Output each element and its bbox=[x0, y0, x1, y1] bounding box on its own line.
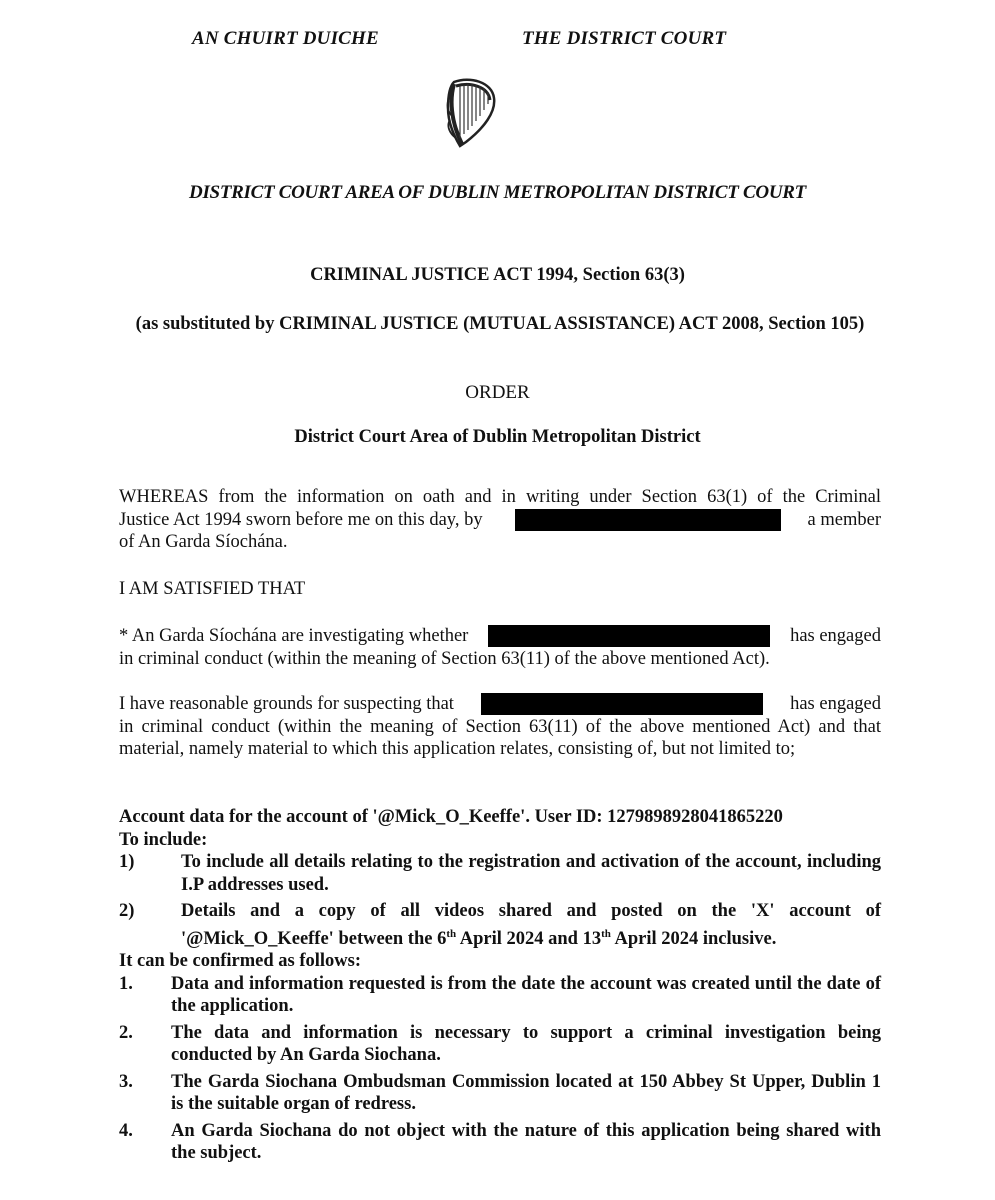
to-include-label: To include: bbox=[119, 829, 208, 850]
confirmation-point bbox=[119, 1120, 881, 1165]
grounds-line-1-before: I have reasonable grounds for suspecting that bbox=[119, 694, 454, 714]
confirmation-point-number: 3. bbox=[119, 1071, 133, 1092]
header-english-title: THE DISTRICT COURT bbox=[522, 28, 727, 49]
district-area-subtitle: District Court Area of Dublin Metropolitan District bbox=[294, 427, 701, 447]
header-irish-title: AN CHUIRT DUICHE bbox=[192, 28, 379, 49]
whereas-line-3: of An Garda Síochána. bbox=[119, 532, 288, 552]
investigating-line-1-after: has engaged bbox=[790, 626, 881, 646]
substitution-note: (as substituted by CRIMINAL JUSTICE (MUTUAL ASSISTANCE) ACT 2008, Section 105) bbox=[135, 314, 865, 334]
include-item-text: To include all details relating to the registration and activation of the account, including I.P addresses used. bbox=[181, 852, 881, 895]
include-item-number: 1) bbox=[119, 852, 135, 872]
order-heading: ORDER bbox=[465, 382, 530, 403]
grounds-line-1 bbox=[119, 693, 881, 716]
confirmation-point-text: Data and information requested is from the date the account was created until the date of the application. bbox=[171, 973, 881, 1017]
investigating-line-1 bbox=[119, 625, 881, 648]
grounds-line-1-after: has engaged bbox=[790, 694, 881, 714]
confirmation-point-number: 1. bbox=[119, 973, 133, 994]
include-item-text-part: April 2024 inclusive. bbox=[610, 928, 777, 949]
investigating-line-1-before: * An Garda Síochána are investigating whether bbox=[119, 626, 469, 646]
include-item bbox=[119, 851, 881, 896]
district-court-area-title: DISTRICT COURT AREA OF DUBLIN METROPOLITAN DISTRICT COURT bbox=[189, 182, 806, 203]
whereas-line-2-after: a member bbox=[807, 509, 881, 530]
harp-emblem-icon bbox=[440, 76, 500, 148]
include-item-number: 2) bbox=[119, 901, 135, 921]
include-item-text-part: April 2024 and 13 bbox=[456, 928, 602, 949]
account-data-line: Account data for the account of '@Mick_O_Keeffe'. User ID: 1279898928041865220 bbox=[119, 807, 783, 827]
act-title: CRIMINAL JUSTICE ACT 1994, Section 63(3) bbox=[310, 265, 685, 285]
confirmation-point-text: The Garda Siochana Ombudsman Commission located at 150 Abbey St Upper, Dublin 1 is the suitable organ of redress. bbox=[171, 1071, 881, 1115]
redaction-bar bbox=[515, 509, 781, 531]
grounds-paragraph bbox=[119, 693, 881, 761]
include-item-text bbox=[181, 900, 881, 950]
ordinal-suffix: th bbox=[601, 927, 611, 940]
confirmation-point bbox=[119, 1071, 881, 1116]
investigating-line-2: in criminal conduct (within the meaning of Section 63(11) of the above mentioned Act). bbox=[119, 648, 770, 669]
account-data-section bbox=[119, 806, 881, 1165]
confirmation-point-number: 2. bbox=[119, 1022, 133, 1043]
satisfied-heading: I AM SATISFIED THAT bbox=[119, 579, 306, 599]
confirmation-point bbox=[119, 973, 881, 1018]
confirmation-point-number: 4. bbox=[119, 1120, 133, 1141]
investigating-paragraph bbox=[119, 625, 881, 670]
ordinal-suffix: th bbox=[446, 927, 457, 940]
grounds-rest: in criminal conduct (within the meaning of Section 63(11) of the above mentioned Act) and that material, namely material to which this application relates, consisting of, but not limited to; bbox=[119, 716, 881, 759]
include-item bbox=[119, 900, 881, 950]
whereas-line-1: WHEREAS from the information on oath and in writing under Section 63(1) of the Criminal bbox=[119, 487, 881, 507]
include-item-text-part: Details and a copy of all videos shared and posted on the 'X' account of '@Mick_O_Keeffe' between the 6 bbox=[181, 901, 881, 949]
confirmed-label: It can be confirmed as follows: bbox=[119, 951, 362, 972]
confirmation-point-text: An Garda Siochana do not object with the nature of this application being shared with the subject. bbox=[171, 1120, 881, 1164]
redaction-bar bbox=[481, 693, 763, 715]
whereas-line-2-before: Justice Act 1994 sworn before me on this day, by bbox=[119, 509, 483, 530]
whereas-line-2 bbox=[119, 509, 881, 532]
whereas-paragraph bbox=[119, 486, 881, 554]
redaction-bar bbox=[488, 625, 770, 647]
confirmation-point bbox=[119, 1022, 881, 1067]
confirmation-point-text: The data and information is necessary to support a criminal investigation being conducted by An Garda Siochana. bbox=[171, 1022, 881, 1066]
